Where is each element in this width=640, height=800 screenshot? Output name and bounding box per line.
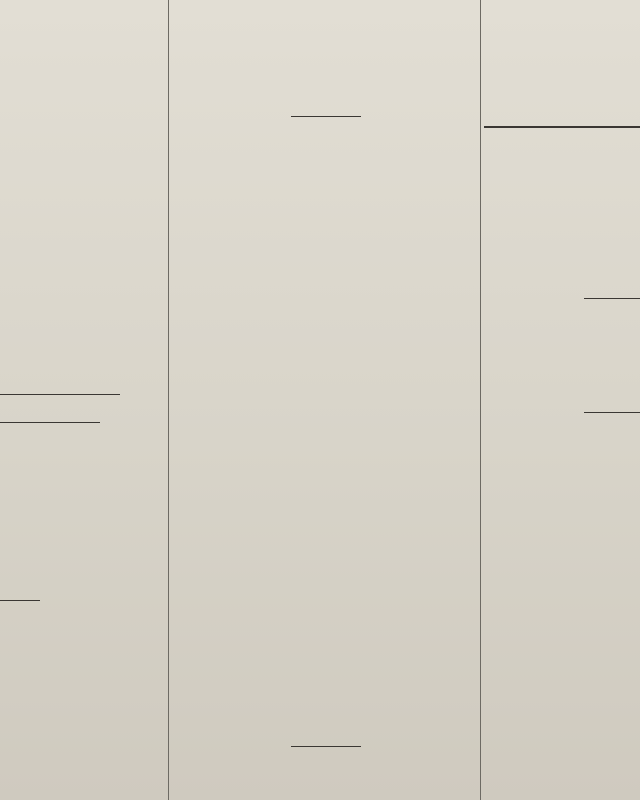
- right-top-rule: [484, 126, 640, 128]
- left-rule-1: [0, 394, 120, 395]
- right-rule-1: [584, 298, 640, 299]
- left-rule-2: [0, 422, 100, 423]
- column-rule-right: [480, 0, 481, 800]
- middle-column: [173, 0, 478, 800]
- left-column: [0, 0, 163, 800]
- right-rule-2: [584, 412, 640, 413]
- right-column: [484, 0, 640, 800]
- column-rule-left: [168, 0, 169, 800]
- left-rule-3: [0, 600, 40, 601]
- mid-rule-2: [291, 746, 361, 747]
- mid-rule-1: [291, 116, 361, 117]
